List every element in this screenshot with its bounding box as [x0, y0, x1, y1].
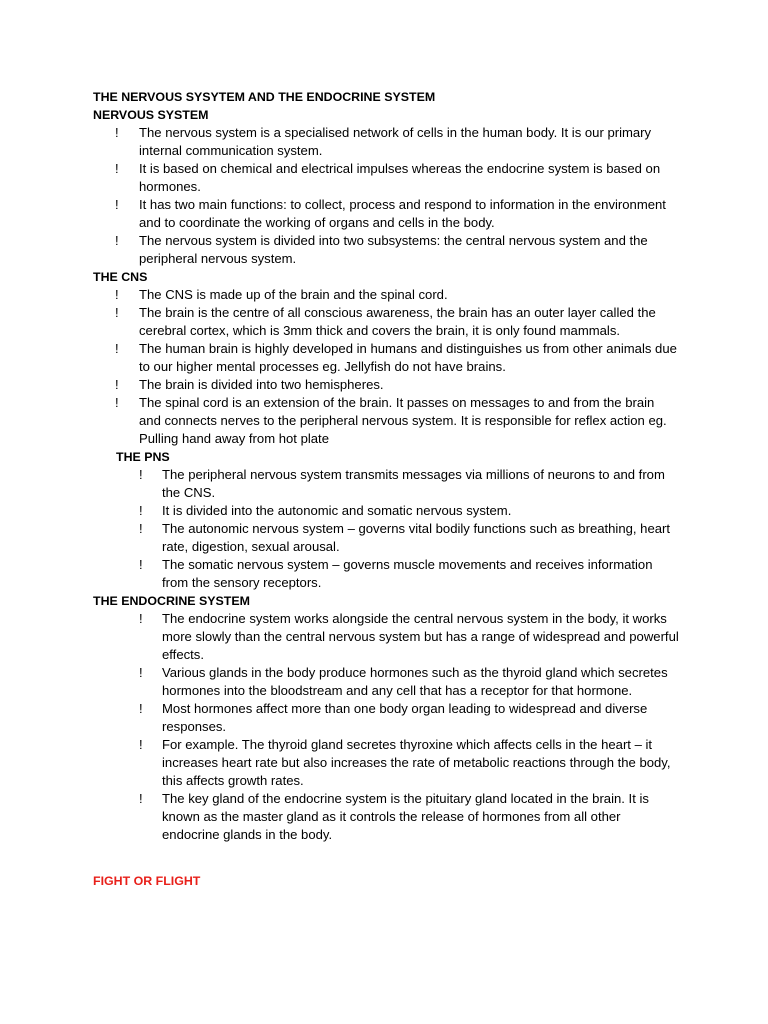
list-item: [93, 196, 679, 232]
bullet-list-nervous-system: [93, 124, 693, 268]
list-item: [93, 556, 679, 592]
bullet-marker: !: [115, 287, 119, 302]
list-item: [93, 790, 679, 844]
section-heading-cns: THE CNS: [93, 270, 148, 284]
list-item-text: Various glands in the body produce hormones such as the thyroid gland which secretes hormones into the bloodstream and any cell that has a receptor for that hormone.: [162, 665, 668, 698]
list-item-text: The autonomic nervous system – governs vital bodily functions such as breathing, heart rate, digestion, sexual arousal.: [162, 521, 671, 554]
spacer: [93, 844, 693, 872]
list-item: [93, 466, 679, 502]
list-item-text: It is based on chemical and electrical impulses whereas the endocrine system is based on hormones.: [139, 161, 661, 194]
list-item-text: The nervous system is divided into two subsystems: the central nervous system and the peripheral nervous system.: [139, 233, 648, 266]
section-heading-nervous-system: NERVOUS SYSTEM: [93, 108, 209, 122]
list-item-text: The endocrine system works alongside the central nervous system in the body, it works more slowly than the central nervous system but has a range of widespread and powerful effects.: [162, 611, 679, 662]
list-item-text: The nervous system is a specialised network of cells in the human body. It is our primary internal communication system.: [139, 125, 652, 158]
list-item: [93, 394, 679, 448]
bullet-list-pns: [93, 466, 693, 592]
list-item-text: For example. The thyroid gland secretes thyroxine which affects cells in the heart – it increases heart rate but also increases the rate of metabolic reactions through the body, this affects growth rates.: [162, 737, 671, 788]
list-item: [93, 736, 679, 790]
bullet-marker: !: [115, 377, 119, 392]
list-item-text: It is divided into the autonomic and somatic nervous system.: [162, 503, 512, 518]
section-heading-fight-or-flight: FIGHT OR FLIGHT: [93, 874, 201, 888]
list-item: [93, 160, 679, 196]
list-item: [93, 520, 679, 556]
list-item-text: The CNS is made up of the brain and the spinal cord.: [139, 287, 448, 302]
bullet-marker: !: [139, 665, 143, 680]
bullet-marker: !: [115, 305, 119, 320]
list-item-text: The brain is divided into two hemispheres.: [139, 377, 384, 392]
list-item: [93, 502, 679, 520]
document-page: [93, 88, 693, 890]
list-item-text: Most hormones affect more than one body organ leading to widespread and diverse responses.: [162, 701, 648, 734]
list-item: [93, 610, 679, 664]
list-item-text: It has two main functions: to collect, process and respond to information in the environment and to coordinate the working of organs and cells in the body.: [139, 197, 666, 230]
bullet-marker: !: [139, 503, 143, 518]
list-item: [93, 376, 679, 394]
bullet-marker: !: [139, 521, 143, 536]
list-item: [93, 304, 679, 340]
bullet-marker: !: [139, 737, 143, 752]
list-item-text: The key gland of the endocrine system is the pituitary gland located in the brain. It is known as the master gland as it controls the release of hormones from all other endocrine glands in the body.: [162, 791, 649, 842]
bullet-marker: !: [115, 125, 119, 140]
list-item-text: The human brain is highly developed in humans and distinguishes us from other animals due to our higher mental processes eg. Jellyfish do not have brains.: [139, 341, 677, 374]
section-heading-endocrine-system: THE ENDOCRINE SYSTEM: [93, 594, 250, 608]
document-title: THE NERVOUS SYSYTEM AND THE ENDOCRINE SYSTEM: [93, 90, 436, 104]
list-item-text: The somatic nervous system – governs muscle movements and receives information from the sensory receptors.: [162, 557, 653, 590]
bullet-marker: !: [139, 467, 143, 482]
bullet-marker: !: [139, 611, 143, 626]
list-item: [93, 664, 679, 700]
section-heading-pns: THE PNS: [116, 450, 170, 464]
list-item: [93, 340, 679, 376]
list-item-text: The brain is the centre of all conscious awareness, the brain has an outer layer called the cerebral cortex, which is 3mm thick and covers the brain, it is only found mammals.: [139, 305, 656, 338]
bullet-marker: !: [115, 395, 119, 410]
list-item: [93, 700, 679, 736]
list-item: [93, 286, 679, 304]
bullet-marker: !: [115, 341, 119, 356]
bullet-marker: !: [139, 791, 143, 806]
list-item: [93, 232, 679, 268]
bullet-marker: !: [115, 197, 119, 212]
bullet-list-endocrine-system: [93, 610, 693, 844]
list-item-text: The peripheral nervous system transmits messages via millions of neurons to and from the CNS.: [162, 467, 665, 500]
list-item-text: The spinal cord is an extension of the brain. It passes on messages to and from the brain and connects nerves to the peripheral nervous system. It is responsible for reflex action eg. Pulling hand away from hot plate: [139, 395, 667, 446]
bullet-list-cns: [93, 286, 693, 448]
bullet-marker: !: [115, 233, 119, 248]
bullet-marker: !: [139, 557, 143, 572]
bullet-marker: !: [139, 701, 143, 716]
list-item: [93, 124, 679, 160]
bullet-marker: !: [115, 161, 119, 176]
